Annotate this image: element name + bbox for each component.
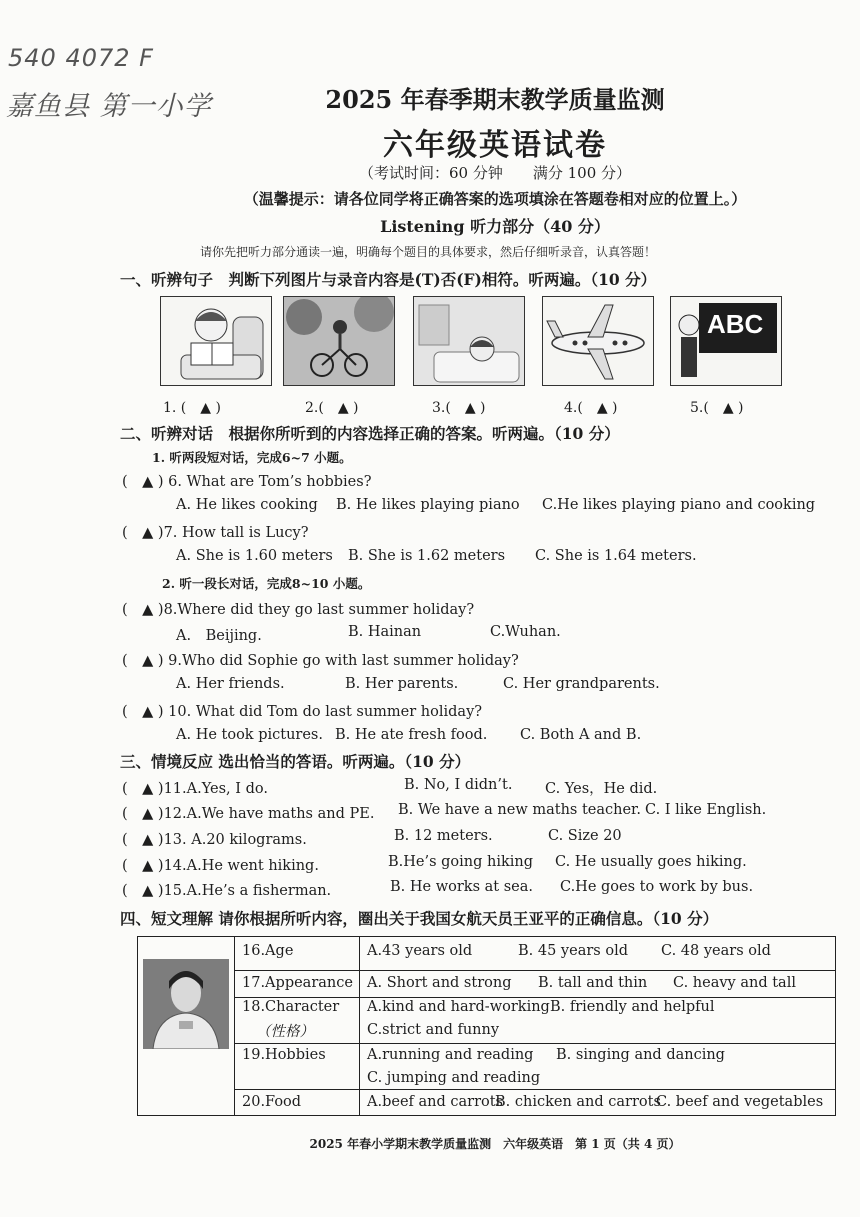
exam-title: 2025 年春季期末教学质量监测 xyxy=(325,85,665,114)
q15-option-a: ( ▲ )15.A.He’s a fisherman. xyxy=(122,883,332,899)
handwritten-school: 嘉鱼县 第一小学 xyxy=(6,91,212,122)
q12-option-b: B. We have a new maths teacher. xyxy=(398,802,641,818)
q13-option-c: C. Size 20 xyxy=(548,828,622,844)
page-footer: 2025 年春小学期末教学质量监测 六年级英语 第 1 页（共 4 页） xyxy=(309,1137,681,1151)
row-18-option-c: C.strict and funny xyxy=(367,1022,500,1038)
blackboard-text: ABC xyxy=(707,309,764,339)
row-16-option-a: A.43 years old xyxy=(367,943,473,959)
row-20-label: 20.Food xyxy=(242,1094,302,1110)
q8-option-c: C.Wuhan. xyxy=(490,624,561,640)
q7-option-c: C. She is 1.64 meters. xyxy=(535,548,697,564)
q8-option-a: A. Beijing. xyxy=(176,628,262,644)
row-20-option-b: B. chicken and carrots xyxy=(495,1094,661,1110)
question-10: ( ▲ ) 10. What did Tom do last summer holiday? xyxy=(122,704,483,720)
q13-option-b: B. 12 meters. xyxy=(394,828,493,844)
q14-option-a: ( ▲ )14.A.He went hiking. xyxy=(122,858,319,874)
q15-option-b: B. He works at sea. xyxy=(390,879,533,895)
section-2-sub2: 2. 听一段长对话，完成8~10 小题。 xyxy=(162,576,371,591)
q15-option-c: C.He goes to work by bus. xyxy=(560,879,754,895)
section-1-title: 一、听辨句子 判断下列图片与录音内容是(T)否(F)相符。听两遍。（10 分） xyxy=(120,270,657,289)
answer-label-1: 1. ( ▲ ) xyxy=(163,400,221,416)
q12-option-c: C. I like English. xyxy=(645,802,767,818)
row-19-label: 19.Hobbies xyxy=(242,1047,326,1063)
row-18-label: 18.Character xyxy=(242,999,340,1015)
q7-option-b: B. She is 1.62 meters xyxy=(348,548,506,564)
picture-boy-cycling xyxy=(283,296,395,386)
q11-option-a: ( ▲ )11.A.Yes, I do. xyxy=(122,781,268,797)
answer-label-2: 2.( ▲ ) xyxy=(305,400,359,416)
row-17-option-a: A. Short and strong xyxy=(367,975,512,991)
row-19-option-c: C. jumping and reading xyxy=(367,1070,541,1086)
paper-title: 六年级英语试卷 xyxy=(383,128,607,163)
picture-teacher-blackboard xyxy=(670,296,782,386)
section-3-title: 三、情境反应 选出恰当的答语。听两遍。（10 分） xyxy=(120,752,471,771)
q11-option-c: C. Yes，He did. xyxy=(545,781,658,797)
q13-option-a: ( ▲ )13. A.20 kilograms. xyxy=(122,832,307,848)
astronaut-photo xyxy=(143,959,229,1049)
answer-label-5: 5.( ▲ ) xyxy=(690,400,744,416)
q11-option-b: B. No, I didn’t. xyxy=(404,777,513,793)
exam-info: （考试时间：60 分钟 满分 100 分） xyxy=(358,164,632,182)
question-6: ( ▲ ) 6. What are Tom’s hobbies? xyxy=(122,474,372,490)
row-17-option-b: B. tall and thin xyxy=(538,975,648,991)
picture-boy-reading xyxy=(160,296,272,386)
q10-option-a: A. He took pictures. xyxy=(176,727,323,743)
row-16-option-c: C. 48 years old xyxy=(661,943,771,959)
warm-tip: （温馨提示：请各位同学将正确答案的选项填涂在答题卷相对应的位置上。） xyxy=(243,190,747,208)
question-8: ( ▲ )8.Where did they go last summer holiday? xyxy=(122,602,475,618)
row-17-label: 17.Appearance xyxy=(242,975,353,991)
q8-option-b: B. Hainan xyxy=(348,624,422,640)
row-16-label: 16.Age xyxy=(242,943,294,959)
row-16-option-b: B. 45 years old xyxy=(518,943,628,959)
q14-option-b: B.He’s going hiking xyxy=(388,854,534,870)
section-4-title: 四、短文理解 请你根据所听内容，圈出关于我国女航天员王亚平的正确信息。（10 分） xyxy=(120,909,719,928)
listening-heading: Listening 听力部分（40 分） xyxy=(380,217,610,236)
row-17-option-c: C. heavy and tall xyxy=(673,975,796,991)
handwritten-number: 540 4072 F xyxy=(8,44,154,72)
picture-child-sleeping xyxy=(413,296,525,386)
answer-label-4: 4.( ▲ ) xyxy=(564,400,618,416)
q14-option-c: C. He usually goes hiking. xyxy=(555,854,747,870)
question-9: ( ▲ ) 9.Who did Sophie go with last summer holiday? xyxy=(122,653,519,669)
row-18-note: （性格） xyxy=(256,1024,314,1040)
q10-option-b: B. He ate fresh food. xyxy=(335,727,488,743)
row-19-option-b: B. singing and dancing xyxy=(556,1047,725,1063)
q12-option-a: ( ▲ )12.A.We have maths and PE. xyxy=(122,806,375,822)
q6-option-b: B. He likes playing piano xyxy=(336,497,520,513)
section-2-sub1: 1. 听两段短对话，完成6~7 小题。 xyxy=(152,450,352,465)
q10-option-c: C. Both A and B. xyxy=(520,727,642,743)
answer-label-3: 3.( ▲ ) xyxy=(432,400,486,416)
q9-option-c: C. Her grandparents. xyxy=(503,676,660,692)
q6-option-a: A. He likes cooking xyxy=(176,497,318,513)
q7-option-a: A. She is 1.60 meters xyxy=(176,548,333,564)
q9-option-a: A. Her friends. xyxy=(176,676,285,692)
comprehension-table xyxy=(137,936,836,1116)
row-19-option-a: A.running and reading xyxy=(367,1047,534,1063)
listening-instruction: 请你先把听力部分通读一遍，明确每个题目的具体要求，然后仔细听录音，认真答题！ xyxy=(200,245,657,259)
picture-airplane xyxy=(542,296,654,386)
section-2-title: 二、听辨对话 根据你所听到的内容选择正确的答案。听两遍。（10 分） xyxy=(120,424,620,443)
q9-option-b: B. Her parents. xyxy=(345,676,459,692)
row-18-option-b: B. friendly and helpful xyxy=(550,999,715,1015)
question-7: ( ▲ )7. How tall is Lucy? xyxy=(122,525,309,541)
row-18-option-a: A.kind and hard-working xyxy=(367,999,550,1015)
row-20-option-a: A.beef and carrots xyxy=(367,1094,504,1110)
row-20-option-c: C. beef and vegetables xyxy=(656,1094,824,1110)
q6-option-c: C.He likes playing piano and cooking xyxy=(542,497,816,513)
